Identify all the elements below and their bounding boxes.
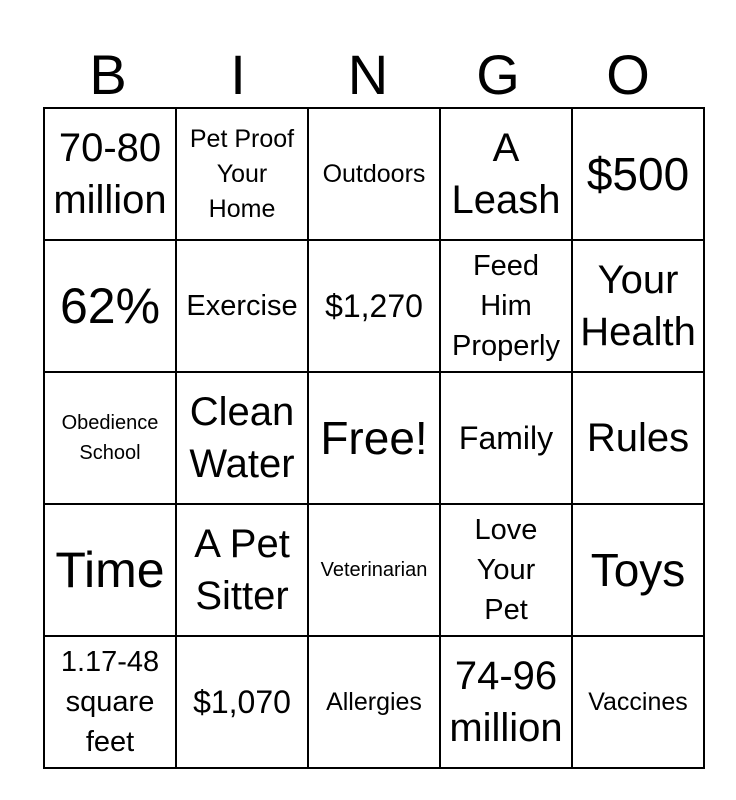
board-row bbox=[44, 504, 704, 636]
bingo-cell[interactable]: 1.17-48 square feet bbox=[44, 636, 176, 768]
bingo-cell[interactable]: Family bbox=[440, 372, 572, 504]
bingo-cell[interactable]: Outdoors bbox=[308, 108, 440, 240]
bingo-cell[interactable]: Exercise bbox=[176, 240, 308, 372]
bingo-cell[interactable]: A Pet Sitter bbox=[176, 504, 308, 636]
bingo-cell[interactable]: 70-80 million bbox=[44, 108, 176, 240]
bingo-cell[interactable]: $500 bbox=[572, 108, 704, 240]
bingo-cell[interactable]: Love Your Pet bbox=[440, 504, 572, 636]
bingo-cell[interactable]: Feed Him Properly bbox=[440, 240, 572, 372]
board-row bbox=[44, 372, 704, 504]
board-row bbox=[44, 108, 704, 240]
bingo-header bbox=[43, 44, 693, 106]
bingo-cell[interactable]: Allergies bbox=[308, 636, 440, 768]
bingo-cell[interactable]: Time bbox=[44, 504, 176, 636]
bingo-cell[interactable]: Veterinarian bbox=[308, 504, 440, 636]
bingo-cell[interactable]: Your Health bbox=[572, 240, 704, 372]
bingo-cell[interactable]: $1,070 bbox=[176, 636, 308, 768]
bingo-cell[interactable]: Free! bbox=[308, 372, 440, 504]
header-letter-i: I bbox=[230, 43, 246, 106]
bingo-board bbox=[43, 107, 705, 769]
bingo-cell[interactable]: Rules bbox=[572, 372, 704, 504]
header-letter-g: G bbox=[476, 43, 520, 106]
bingo-cell[interactable]: Toys bbox=[572, 504, 704, 636]
bingo-cell[interactable]: $1,270 bbox=[308, 240, 440, 372]
bingo-cell[interactable]: Clean Water bbox=[176, 372, 308, 504]
bingo-cell[interactable]: 74-96 million bbox=[440, 636, 572, 768]
header-letter-n: N bbox=[347, 43, 389, 106]
bingo-cell[interactable]: 62% bbox=[44, 240, 176, 372]
board-row bbox=[44, 636, 704, 768]
header-letter-b: B bbox=[89, 43, 127, 106]
bingo-cell[interactable]: Pet Proof Your Home bbox=[176, 108, 308, 240]
bingo-cell[interactable]: Obedience School bbox=[44, 372, 176, 504]
header-letter-o: O bbox=[606, 43, 650, 106]
bingo-cell[interactable]: Vaccines bbox=[572, 636, 704, 768]
board-row bbox=[44, 240, 704, 372]
bingo-cell[interactable]: A Leash bbox=[440, 108, 572, 240]
